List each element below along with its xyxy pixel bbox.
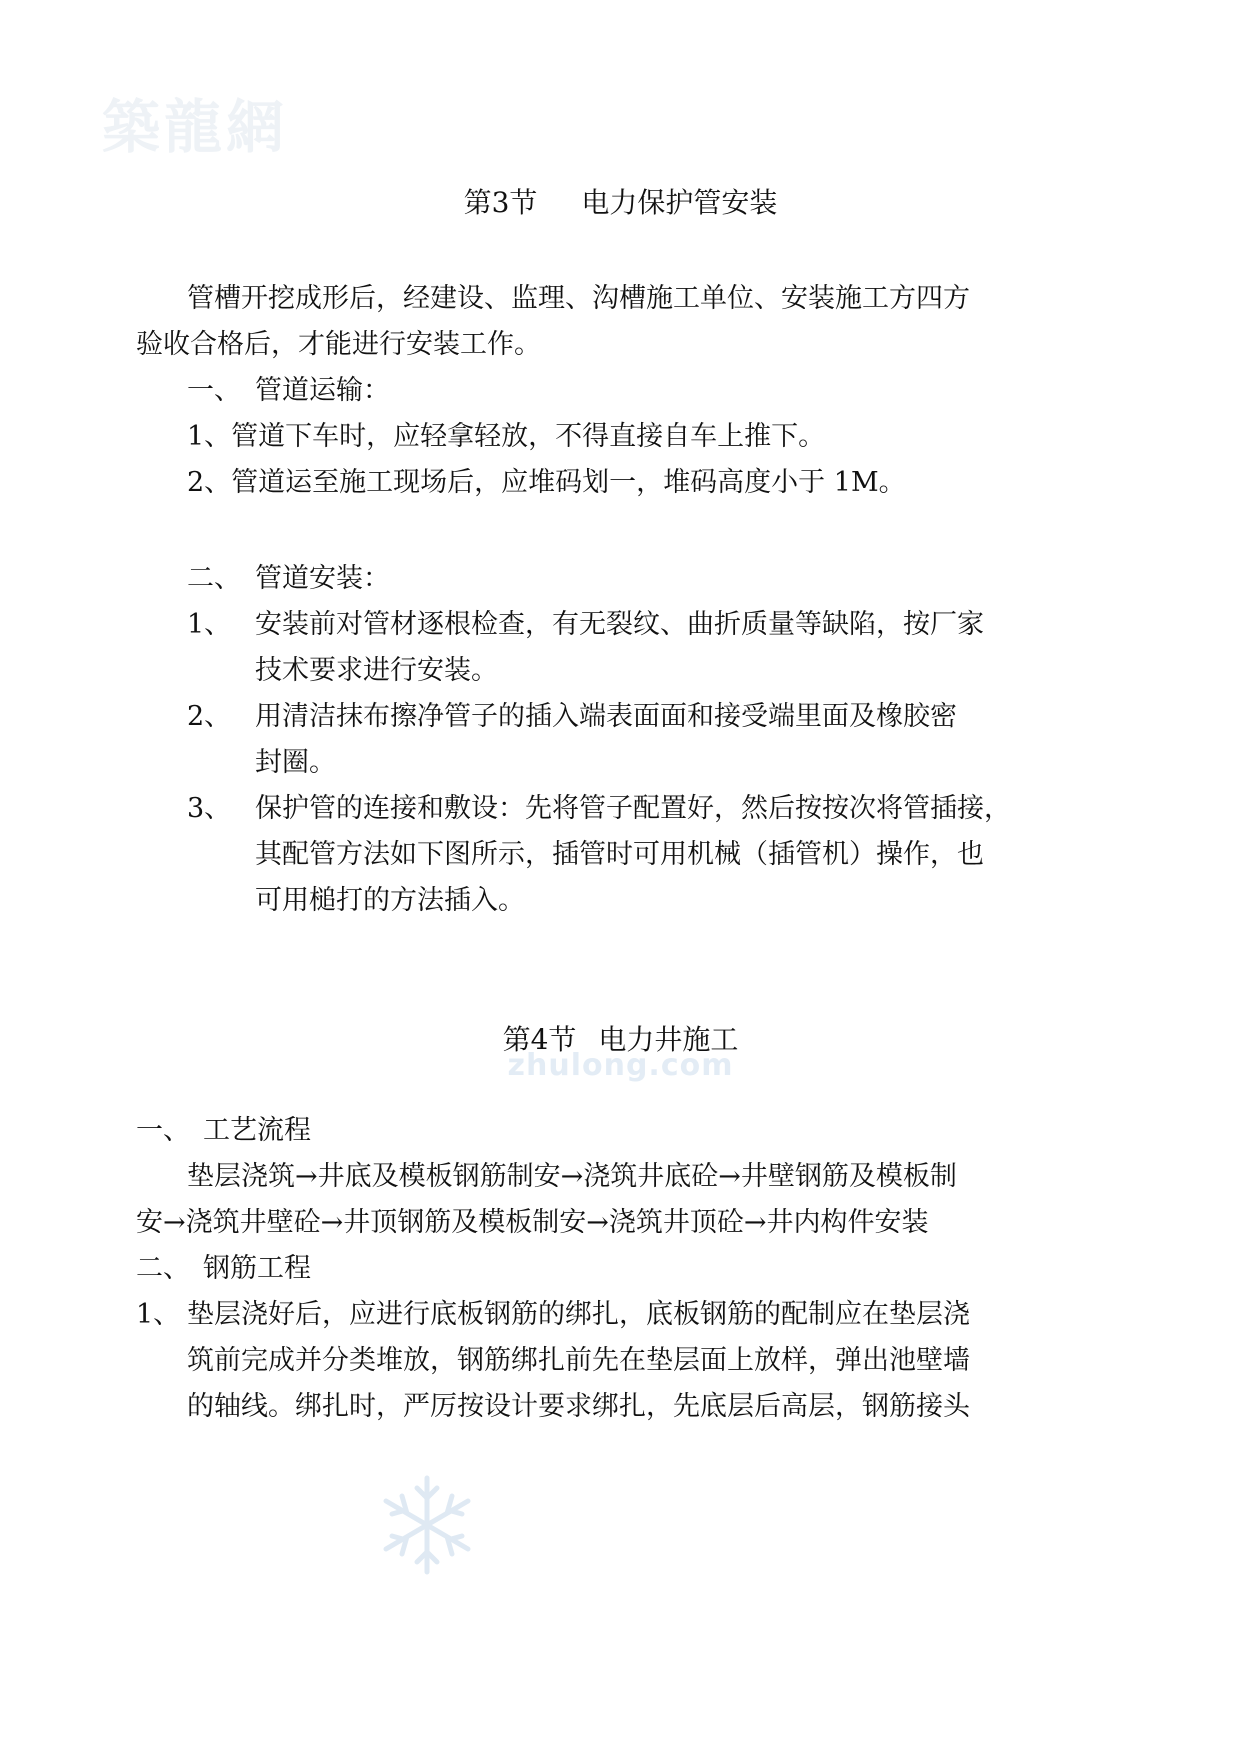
install-item-3-line-3: 可用槌打的方法插入。 — [255, 885, 525, 916]
intro-line-1: 管槽开挖成形后，经建设、监理、沟槽施工单位、安装施工方四方 — [187, 283, 970, 314]
install-item-3-line-1: 保护管的连接和敷设：先将管子配置好，然后按按次将管插接， — [255, 793, 1011, 824]
snowflake-watermark-icon — [372, 1470, 482, 1580]
rebar-item-1-line-3: 的轴线。绑扎时，严厉按设计要求绑扎，先底层后高层，钢筋接头 — [187, 1391, 970, 1422]
s4-part2-title: 钢筋工程 — [203, 1253, 311, 1284]
install-item-2-line-1: 用清洁抹布擦净管子的插入端表面面和接受端里面及橡胶密 — [255, 701, 957, 732]
process-flow-line-2: 安→浇筑井壁砼→井顶钢筋及模板制安→浇筑井顶砼→井内构件安装 — [136, 1207, 929, 1238]
install-item-3-number: 3、 — [187, 793, 232, 824]
rebar-item-1-line-1: 垫层浇好后，应进行底板钢筋的绑扎，底板钢筋的配制应在垫层浇 — [187, 1299, 970, 1330]
intro-line-2: 验收合格后，才能进行安装工作。 — [136, 329, 541, 360]
install-item-1-line-1: 安装前对管材逐根检查，有无裂纹、曲折质量等缺陷，按厂家 — [255, 609, 984, 640]
part1-item-1: 1、管道下车时，应轻拿轻放，不得直接自车上推下。 — [187, 421, 826, 452]
part2-title: 管道安装： — [255, 563, 390, 594]
section3-heading — [0, 186, 1241, 220]
s4-part1-marker: 一、 — [136, 1115, 190, 1146]
watermark-logo: 築龍網 — [102, 93, 289, 161]
install-item-1-number: 1、 — [187, 609, 232, 640]
section4-title: 电力井施工 — [598, 1023, 739, 1056]
part1-marker: 一、 — [187, 375, 241, 406]
install-item-3-line-2: 其配管方法如下图所示，插管时可用机械（插管机）操作，也 — [255, 839, 984, 870]
install-item-2-line-2: 封圈。 — [255, 747, 336, 778]
s4-part2-marker: 二、 — [136, 1253, 190, 1284]
watermark-url: zhulong.com — [507, 1048, 734, 1083]
rebar-item-1-line-2: 筑前完成并分类堆放，钢筋绑扎前先在垫层面上放样，弹出池壁墙 — [187, 1345, 970, 1376]
part2-marker: 二、 — [187, 563, 241, 594]
section4-number: 第4节 — [502, 1023, 577, 1056]
install-item-1-line-2: 技术要求进行安装。 — [255, 655, 498, 686]
part1-title: 管道运输： — [255, 375, 390, 406]
section3-number: 第3节 — [463, 186, 538, 219]
process-flow-line-1: 垫层浇筑→井底及模板钢筋制安→浇筑井底砼→井壁钢筋及模板制 — [187, 1161, 957, 1192]
section3-title: 电力保护管安装 — [581, 186, 778, 219]
s4-part1-title: 工艺流程 — [203, 1115, 311, 1146]
install-item-2-number: 2、 — [187, 701, 232, 732]
section4-heading — [0, 1023, 1241, 1057]
part1-item-2: 2、管道运至施工现场后，应堆码划一，堆码高度小于 1M。 — [187, 467, 906, 498]
rebar-item-1-number: 1、 — [136, 1299, 181, 1330]
